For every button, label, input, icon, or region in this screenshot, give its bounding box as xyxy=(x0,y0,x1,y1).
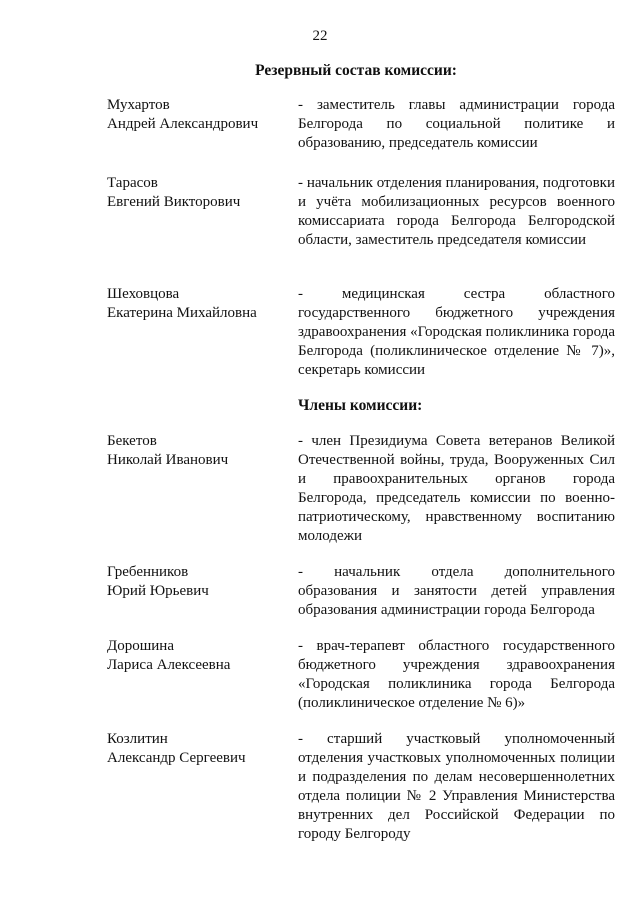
person-given-name: Юрий Юрьевич xyxy=(107,583,209,599)
person-given-name: Екатерина Михайловна xyxy=(107,305,257,321)
person-name xyxy=(107,563,297,601)
person-surname: Тарасов xyxy=(107,175,158,191)
person-given-name: Евгений Викторович xyxy=(107,194,241,210)
person-role: - член Президиума Совета ветеранов Великой Отечественной войны, труда, Вооруженных Сил и правоохранительных органов города Белгорода, председатель комиссии по военно-патриотическому, нравственному воспитанию молодежи xyxy=(298,433,615,544)
person-role: - старший участковый уполномоченный отделения участковых уполномоченных полиции и подразделения по делам несовершеннолетних отдела полиции № 2 Управления Министерства внутренних дел Российской Федерации по городу Белгороду xyxy=(298,731,615,842)
person-role: - начальник отдела дополнительного образования и занятости детей управления образования администрации города Белгорода xyxy=(298,564,615,618)
person-surname: Дорошина xyxy=(107,638,174,654)
person-given-name: Александр Сергеевич xyxy=(107,750,246,766)
person-given-name: Николай Иванович xyxy=(107,452,229,468)
person-role: - начальник отделения планирования, подготовки и учёта мобилизационных ресурсов военного комиссариата города Белгорода Белгородской области, заместитель председателя комиссии xyxy=(298,175,615,248)
person-surname: Мухартов xyxy=(107,97,170,113)
person-surname: Гребенников xyxy=(107,564,189,580)
person-role: - заместитель главы администрации города Белгорода по социальной политике и образованию, председатель комиссии xyxy=(298,97,615,151)
members-section-heading: Члены комиссии: xyxy=(298,397,423,414)
person-surname: Бекетов xyxy=(107,433,157,449)
person-given-name: Лариса Алексеевна xyxy=(107,657,231,673)
person-given-name: Андрей Александрович xyxy=(107,116,259,132)
person-role: - врач-терапевт областного государственного бюджетного учреждения здравоохранения «Городская поликлиника города Белгорода (поликлиническое отделение № 6)» xyxy=(298,638,615,711)
person-surname: Шеховцова xyxy=(107,286,180,302)
person-name xyxy=(107,432,297,470)
reserve-section-heading: Резервный состав комиссии: xyxy=(255,62,457,79)
person-name xyxy=(107,174,297,212)
person-role: - медицинская сестра областного государственного бюджетного учреждения здравоохранения «Городская поликлиника города Белгорода (поликлиническое отделение № 7)», секретарь комиссии xyxy=(298,286,615,378)
person-name xyxy=(107,637,297,675)
person-surname: Козлитин xyxy=(107,731,168,747)
page-number: 22 xyxy=(312,28,328,44)
person-name xyxy=(107,285,297,323)
person-name xyxy=(107,730,297,768)
person-name xyxy=(107,96,297,134)
